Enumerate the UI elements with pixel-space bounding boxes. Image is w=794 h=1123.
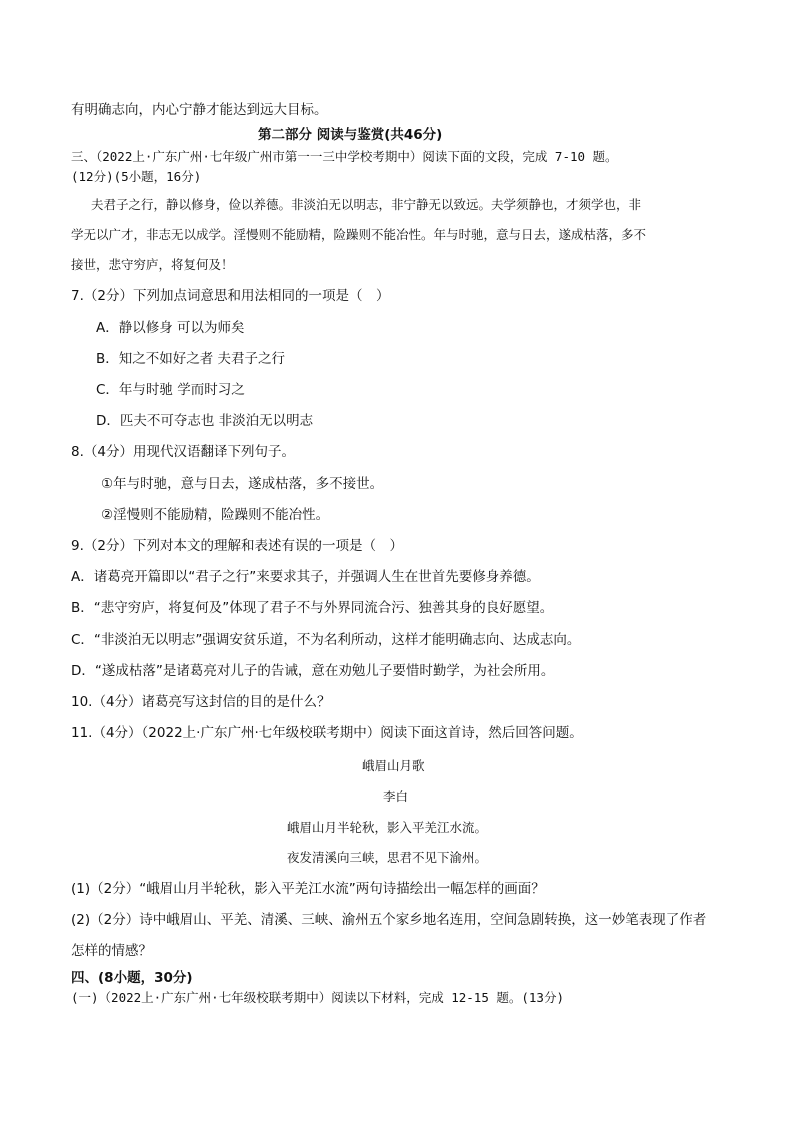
option-d: D．匹夫不可夺志也 非淡泊无以明志 [96, 413, 314, 429]
question-11: 11.（4分）（2022上·广东广州·七年级校联考期中）阅读下面这首诗，然后回答问题。 [71, 725, 583, 741]
sentence-2: ②淫慢则不能励精，险躁则不能冶性。 [101, 507, 330, 523]
option-c: C．“非淡泊无以明志”强调安贫乐道，不为名利所动，这样才能明确志向、达成志向。 [71, 632, 581, 648]
poem-title: 峨眉山月歌 [362, 758, 425, 773]
text-line: (12分)(5小题，16分) [71, 169, 202, 184]
subquestion-2: (2)（2分）诗中峨眉山、平羌、清溪、三峡、渝州五个家乡地名连用，空间急剧转换，这一妙笔表现了作者 [71, 912, 707, 928]
passage-line: 夫君子之行，静以修身，俭以养德。非淡泊无以明志，非宁静无以致远。夫学须静也，才须学也，非 [91, 197, 642, 212]
section-heading: 三、（2022上·广东广州·七年级广州市第一一三中学校考期中）阅读下面的文段，完成 7-10 题。 [71, 149, 618, 164]
question-7: 7.（2分）下列加点词意思和用法相同的一项是（ ） [71, 288, 390, 304]
passage-line: 接世，悲守穷庐，将复何及！ [71, 257, 234, 272]
option-a: A．静以修身 可以为师矣 [96, 320, 245, 336]
option-b: B．知之不如好之者 夫君子之行 [96, 351, 286, 367]
text-line: 怎样的情感？ [71, 943, 152, 959]
text-line: (一)（2022上·广东广州·七年级校联考期中）阅读以下材料，完成 12-15 题。(13分) [71, 990, 564, 1005]
option-c: C．年与时驰 学而时习之 [96, 382, 245, 398]
passage-line: 学无以广才，非志无以成学。淫慢则不能励精，险躁则不能冶性。年与时驰，意与日去，遂成枯落，多不 [71, 227, 647, 242]
poem-line: 夜发清溪向三峡，思君不见下渝州。 [287, 850, 488, 865]
sentence-1: ①年与时驰，意与日去，遂成枯落，多不接世。 [101, 476, 384, 492]
option-b: B．“悲守穷庐，将复何及”体现了君子不与外界同流合污、独善其身的良好愿望。 [71, 600, 554, 616]
option-d: D．“遂成枯落”是诸葛亮对儿子的告诫，意在劝勉儿子要惜时勤学，为社会所用。 [71, 663, 555, 679]
poem-author: 李白 [383, 789, 409, 804]
question-10: 10.（4分）诸葛亮写这封信的目的是什么？ [71, 694, 331, 710]
subquestion-1: (1)（2分）“峨眉山月半轮秋，影入平羌江水流”两句诗描绘出一幅怎样的画面？ [71, 881, 545, 897]
section-heading: 四、(8小题，30分) [71, 970, 193, 986]
text-line: 有明确志向，内心宁静才能达到远大目标。 [71, 102, 328, 118]
poem-line: 峨眉山月半轮秋，影入平羌江水流。 [287, 820, 488, 835]
question-8: 8.（4分）用现代汉语翻译下列句子。 [71, 444, 295, 460]
option-a: A．诸葛亮开篇即以“君子之行”来要求其子，并强调人生在世首先要修身养德。 [71, 569, 540, 585]
section-heading: 第二部分 阅读与鉴赏(共46分) [258, 127, 443, 143]
question-9: 9.（2分）下列对本文的理解和表述有误的一项是（ ） [71, 538, 403, 554]
